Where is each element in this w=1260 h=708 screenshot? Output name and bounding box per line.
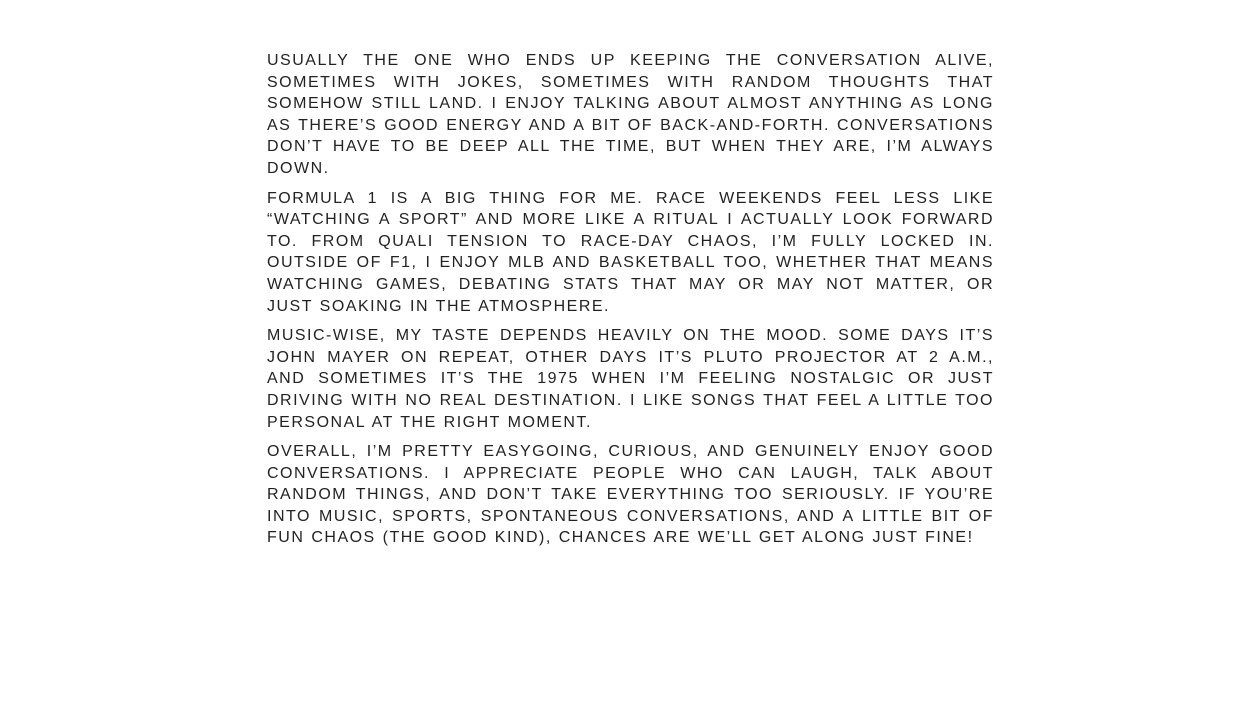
bio-paragraph-music: MUSIC-WISE, MY TASTE DEPENDS HEAVILY ON THE MOOD. SOME DAYS IT’S JOHN MAYER ON REPEAT, OTHER DAYS IT’S PLUTO PROJECTOR AT 2 A.M., AND SOMETIMES IT’S THE 1975 WHEN I’M FEELING NOSTALGIC OR JUST DRIVING WITH NO REAL DESTINATION. I LIKE SONGS THAT FEEL A LITTLE TOO PERSONAL AT THE RIGHT MOMENT. [267, 327, 994, 431]
bio-paragraph-sports: FORMULA 1 IS A BIG THING FOR ME. RACE WEEKENDS FEEL LESS LIKE “WATCHING A SPORT” AND MORE LIKE A RITUAL I ACTUALLY LOOK FORWARD TO. FROM QUALI TENSION TO RACE-DAY CHAOS, I’M FULLY LOCKED IN. OUTSIDE OF F1, I ENJOY MLB AND BASKETBALL TOO, WHETHER THAT MEANS WATCHING GAMES, DEBATING STATS THAT MAY OR MAY NOT MATTER, OR JUST SOAKING IN THE ATMOSPHERE. [267, 189, 994, 315]
bio-text-block [267, 50, 994, 557]
bio-paragraph-overall: OVERALL, I’M PRETTY EASYGOING, CURIOUS, AND GENUINELY ENJOY GOOD CONVERSATIONS. I APPRECIATE PEOPLE WHO CAN LAUGH, TALK ABOUT RANDOM THINGS, AND DON’T TAKE EVERYTHING TOO SERIOUSLY. IF YOU’RE INTO MUSIC, SPORTS, SPONTANEOUS CONVERSATIONS, AND A LITTLE BIT OF FUN CHAOS (THE GOOD KIND), CHANCES ARE WE’LL GET ALONG JUST FINE! [267, 443, 994, 547]
bio-paragraph-conversation: USUALLY THE ONE WHO ENDS UP KEEPING THE CONVERSATION ALIVE, SOMETIMES WITH JOKES, SOMETIMES WITH RANDOM THOUGHTS THAT SOMEHOW STILL LAND. I ENJOY TALKING ABOUT ALMOST ANYTHING AS LONG AS THERE’S GOOD ENERGY AND A BIT OF BACK-AND-FORTH. CONVERSATIONS DON’T HAVE TO BE DEEP ALL THE TIME, BUT WHEN THEY ARE, I’M ALWAYS DOWN. [267, 52, 994, 177]
